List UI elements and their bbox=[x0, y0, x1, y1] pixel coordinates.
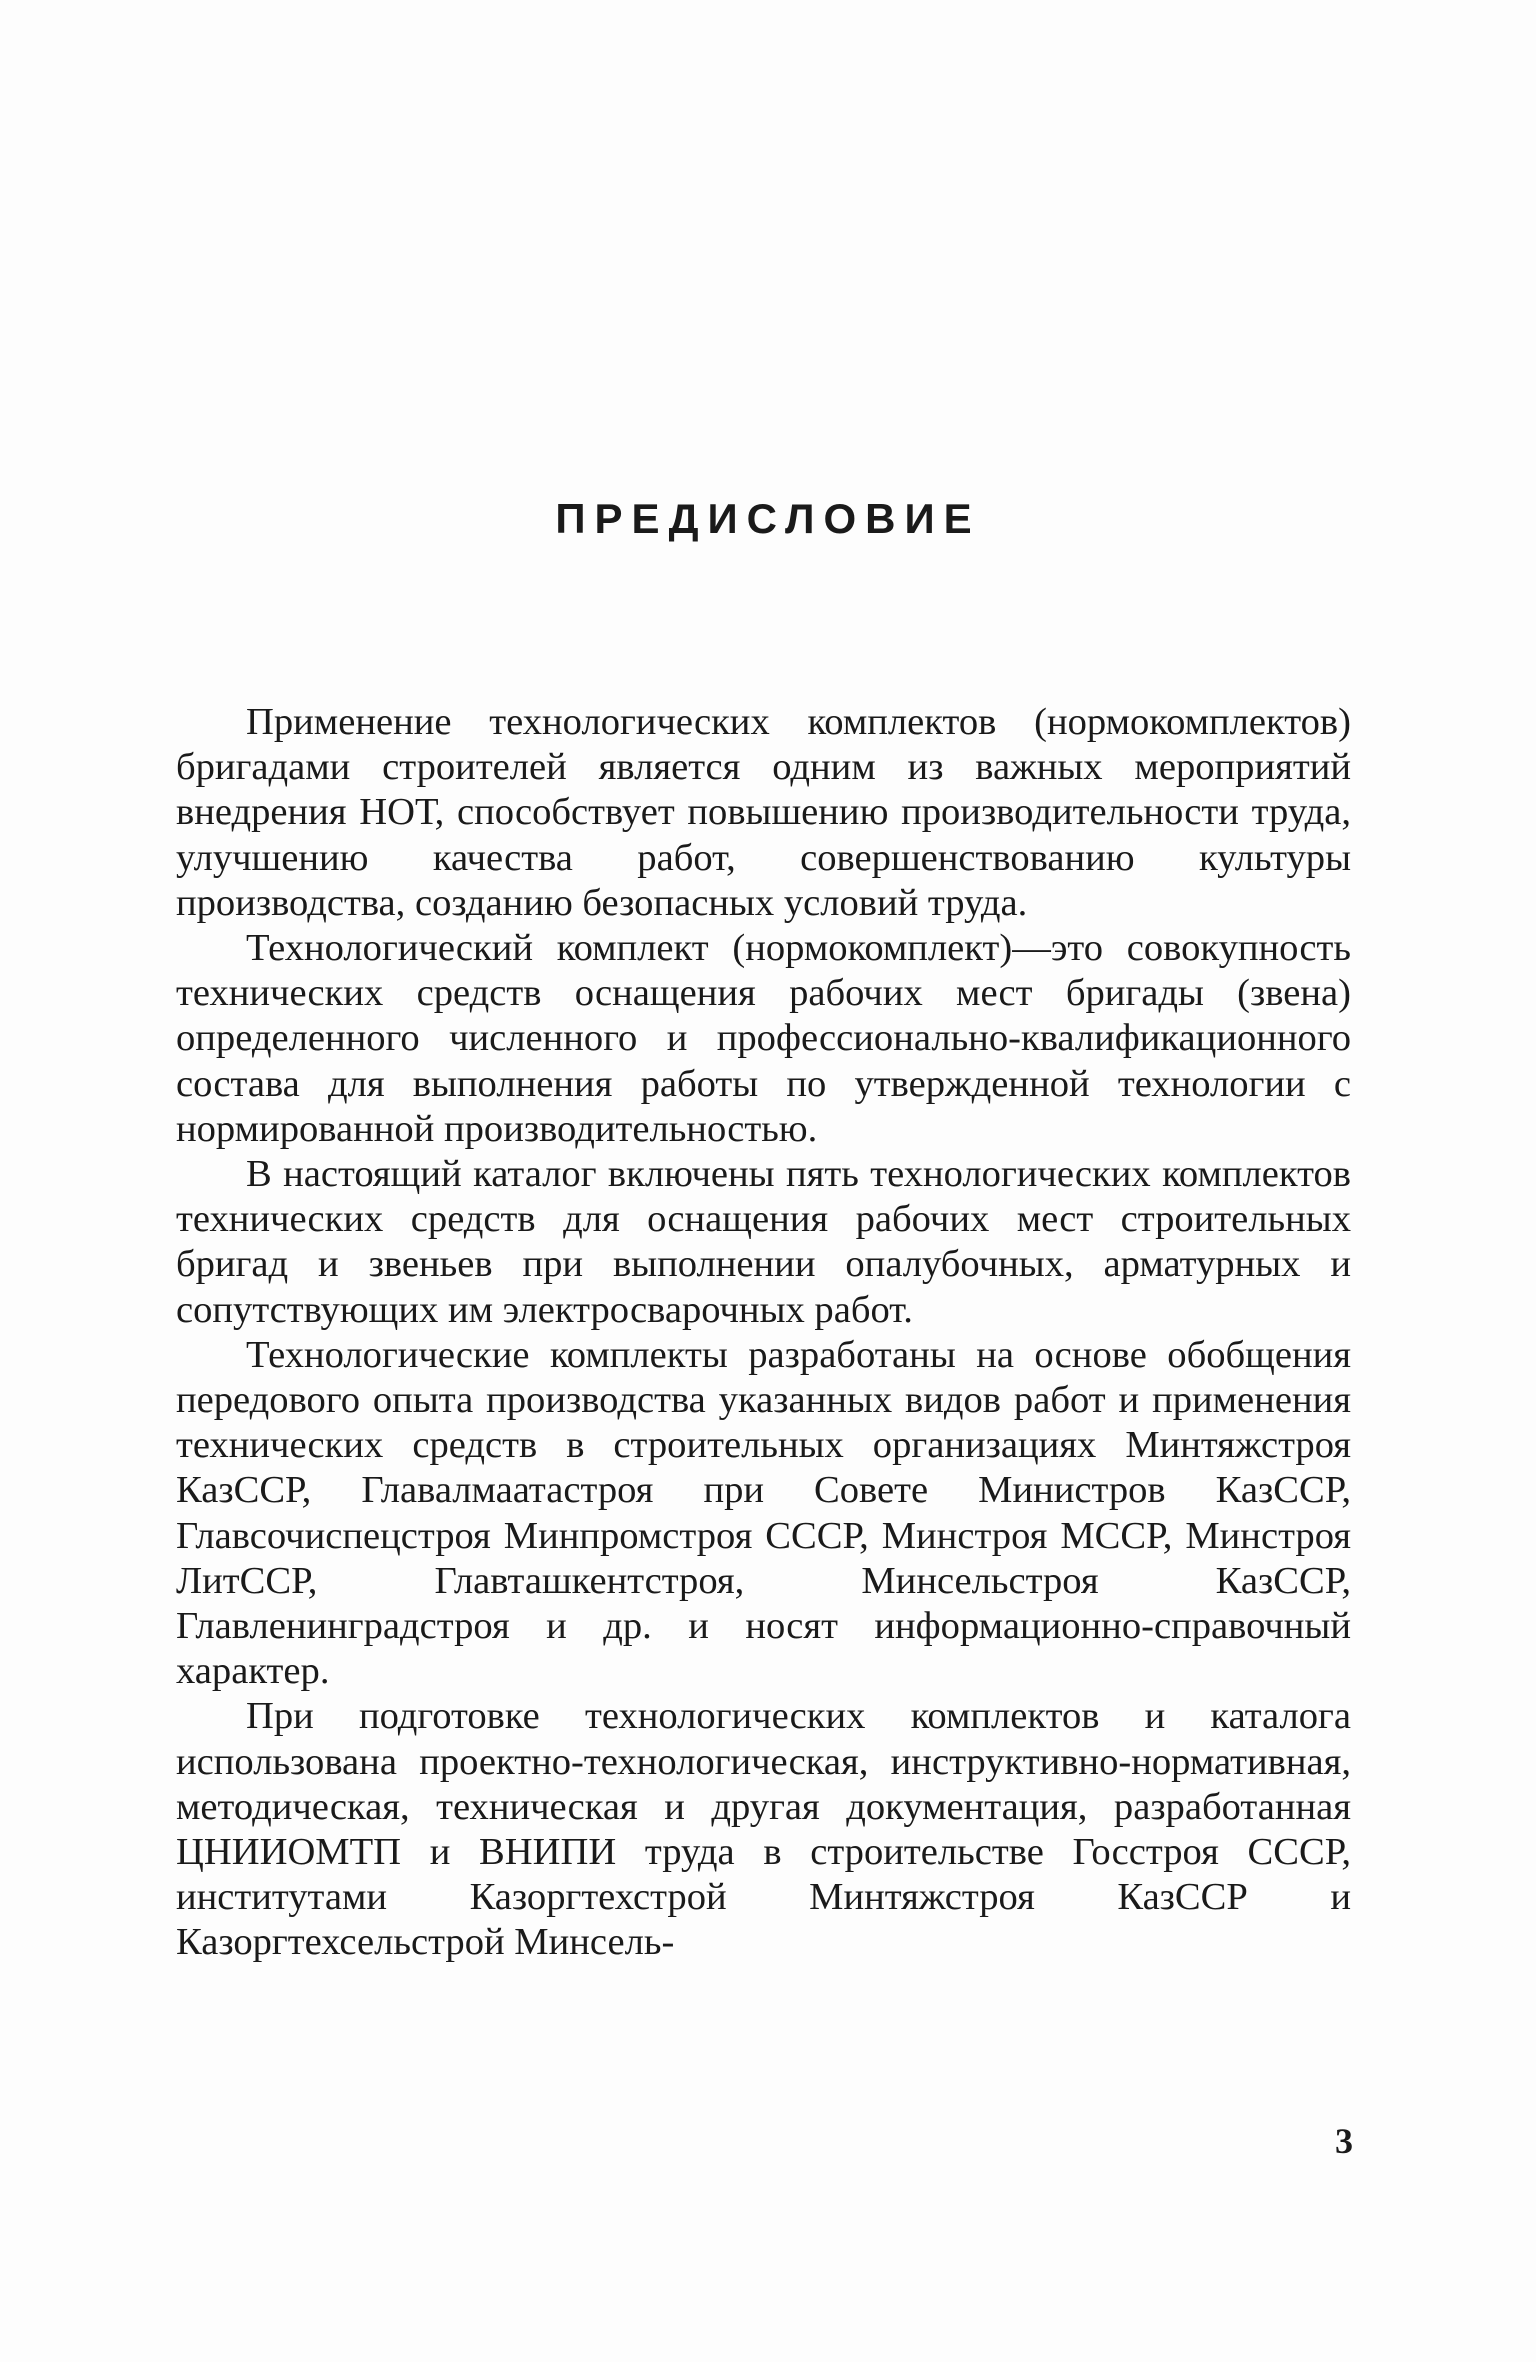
page-title: ПРЕДИСЛОВИЕ bbox=[555, 495, 981, 542]
paragraph-3: В настоящий каталог включены пять технологических комплектов технических средств для оснащения рабочих мест строительных бригад и звеньев при выполнении опалубочных, арматурных и сопутствующих им электросварочных работ. bbox=[176, 1153, 1351, 1331]
paragraph-1: Применение технологических комплектов (нормокомплектов) бригадами строителей является одним из важных мероприятий внедрения НОТ, способствует повышению производительности труда, улучшению качества работ, совершенствованию культуры производства, созданию безопасных условий труда. bbox=[176, 701, 1351, 924]
body-text bbox=[176, 700, 1351, 1966]
page-number: 3 bbox=[1335, 2121, 1353, 2161]
paragraph-4: Технологические комплекты разработаны на основе обобщения передового опыта производства указанных видов работ и применения технических средств в строительных организациях Минтяжстроя КазССР, Главалмаатастроя при Совете Министров КазССР, Главсочиспецстроя Минпромстроя СССР, Минстроя МССР, Минстроя ЛитССР, Главташкентстроя, Минсельстроя КазССР, Главленинградстроя и др. и носят информационно-справочный характер. bbox=[176, 1333, 1351, 1693]
paragraph-5: При подготовке технологических комплектов и каталога использована проектно-технологическая, инструктивно-нормативная, методическая, техническая и другая документация, разработанная ЦНИИОМТП и ВНИПИ труда в строительстве Госстроя СССР, институтами Казоргтехстрой Минтяжстроя КазССР и Казоргтехсельстрой Минсель- bbox=[176, 1695, 1351, 1964]
paragraph-2: Технологический комплект (нормокомплект)—это совокупность технических средств оснащения рабочих мест бригады (звена) определенного численного и профессионально-квалификационного состава для выполнения работы по утвержденной технологии с нормированной производительностью. bbox=[176, 927, 1351, 1150]
